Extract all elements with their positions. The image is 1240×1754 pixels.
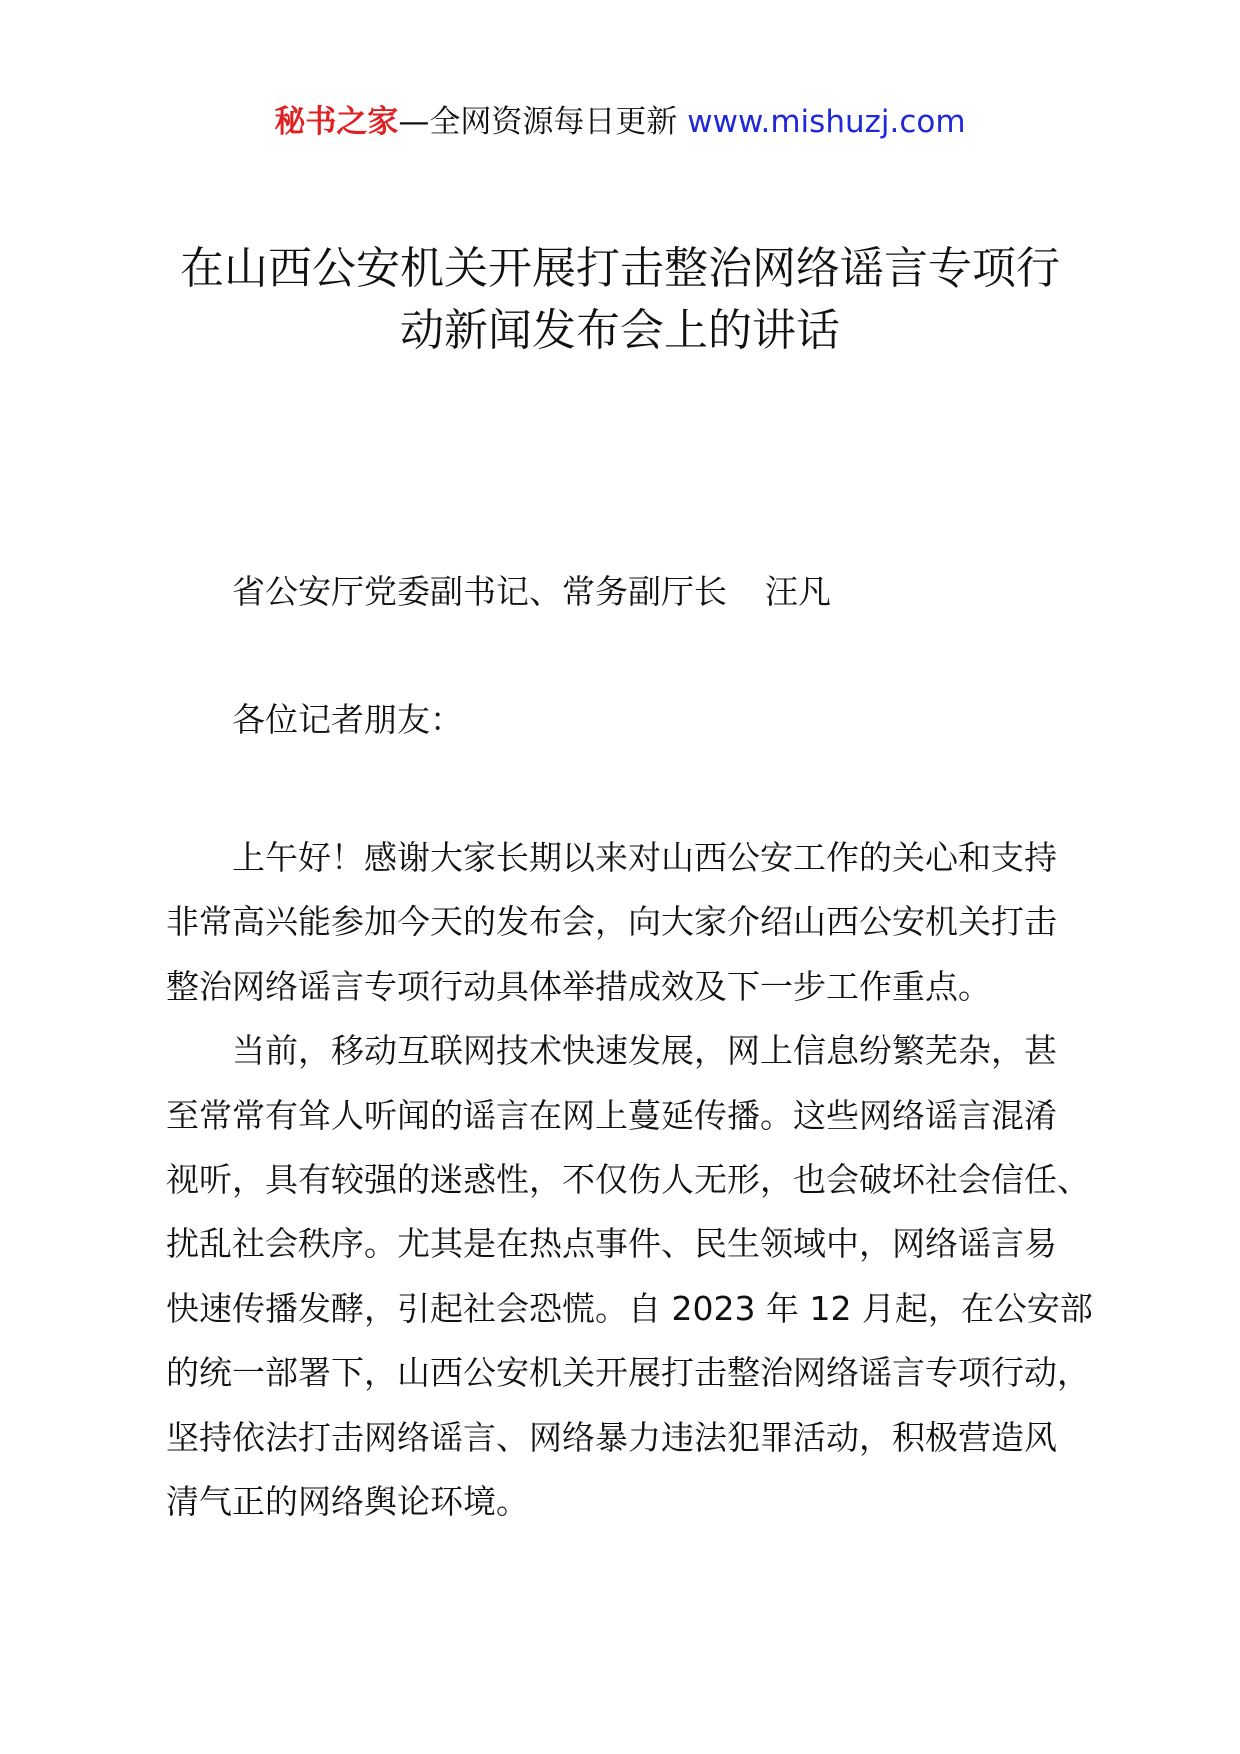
title-line-2: 动新闻发布会上的讲话 [400, 305, 840, 356]
site-slogan: —全网资源每日更新 [398, 104, 688, 140]
site-brand: 秘书之家 [274, 104, 399, 140]
author-position: 省公安厅党委副书记、常务副厅长 [232, 572, 727, 611]
body-line: 视听，具有较强的迷惑性，不仅伤人无形，也会破坏社会信任、 [166, 1159, 1090, 1199]
body-line: 的统一部署下，山西公安机关开展打击整治网络谣言专项行动， [166, 1353, 1090, 1393]
site-url-link[interactable]: www.mishuzj.com [687, 104, 966, 140]
body-line: 上午好！感谢大家长期以来对山西公安工作的关心和支持 [232, 838, 1057, 877]
title-line-1: 在山西公安机关开展打击整治网络谣言专项行 [180, 243, 1060, 294]
document-title [140, 238, 1100, 362]
body-line: 当前，移动互联网技术快速发展，网上信息纷繁芜杂，甚 [232, 1031, 1057, 1071]
body-line: 扰乱社会秩序。尤其是在热点事件、民生领域中，网络谣言易 [166, 1224, 1057, 1264]
body-line: 快速传播发酵，引起社会恐慌。自 2023 年 12 月起，在公安部 [166, 1288, 1093, 1328]
body-line: 至常常有耸人听闻的谣言在网上蔓延传播。这些网络谣言混淆 [166, 1095, 1057, 1135]
paragraph-2 [166, 1019, 1126, 1534]
document-body [166, 826, 1126, 1534]
body-line: 清气正的网络舆论环境。 [166, 1481, 529, 1521]
author-name: 汪凡 [765, 572, 831, 611]
site-header [0, 100, 1240, 144]
body-line: 整治网络谣言专项行动具体举措成效及下一步工作重点。 [166, 966, 991, 1006]
paragraph-1 [166, 826, 1126, 1019]
salutation: 各位记者朋友： [232, 700, 463, 739]
author-line [232, 568, 831, 616]
body-line: 坚持依法打击网络谣言、网络暴力违法犯罪活动，积极营造风 [166, 1417, 1057, 1457]
body-line: 非常高兴能参加今天的发布会，向大家介绍山西公安机关打击 [166, 902, 1057, 942]
